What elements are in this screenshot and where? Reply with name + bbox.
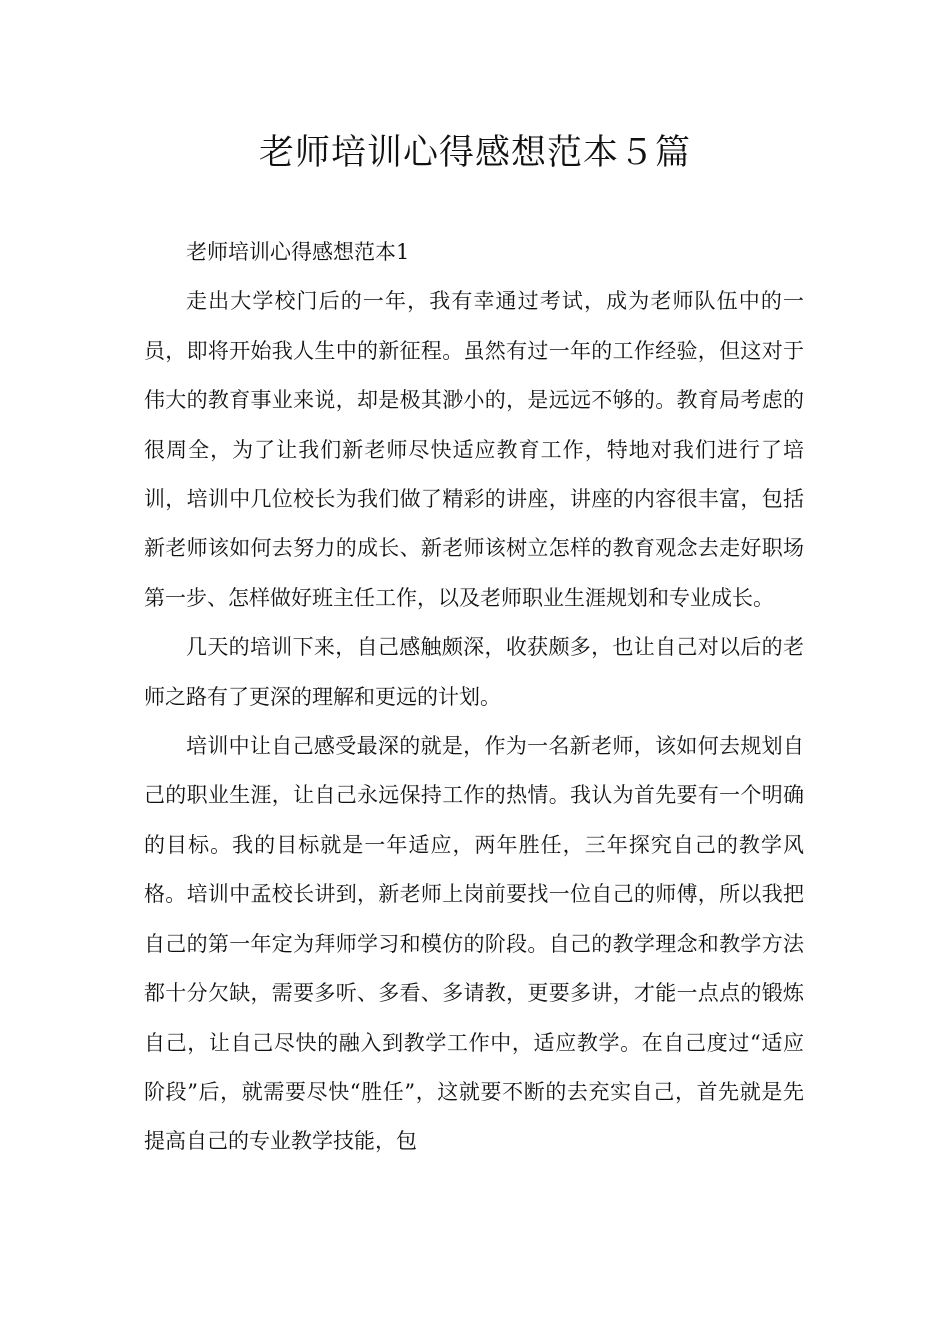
document-body [144, 228, 804, 1167]
paragraph-2: 几天的培训下来，自己感触颇深，收获颇多，也让自己对以后的老师之路有了更深的理解和更远的计划。 [144, 635, 804, 709]
paragraph-1: 走出大学校门后的一年，我有幸通过考试，成为老师队伍中的一员，即将开始我人生中的新征程。虽然有过一年的工作经验，但这对于伟大的教育事业来说，却是极其渺小的，是远远不够的。教育局考虑的很周全，为了让我们新老师尽快适应教育工作，特地对我们进行了培训，培训中几位校长为我们做了精彩的讲座，讲座的内容很丰富，包括新老师该如何去努力的成长、新老师该树立怎样的教育观念去走好职场第一步、怎样做好班主任工作，以及老师职业生涯规划和专业成长。 [144, 289, 804, 610]
paragraph-3: 培训中让自己感受最深的就是，作为一名新老师，该如何去规划自己的职业生涯，让自己永远保持工作的热情。我认为首先要有一个明确的目标。我的目标就是一年适应，两年胜任，三年探究自己的教学风格。培训中孟校长讲到，新老师上岗前要找一位自己的师傅，所以我把自己的第一年定为拜师学习和模仿的阶段。自己的教学理念和教学方法都十分欠缺，需要多听、多看、多请教，更要多讲，才能一点点的锻炼自己，让自己尽快的融入到教学工作中，适应教学。在自己度过“适应阶段”后，就需要尽快“胜任”，这就要不断的去充实自己，首先就是先提高自己的专业教学技能，包 [144, 734, 804, 1154]
section-heading: 老师培训心得感想范本1 [186, 240, 410, 264]
document-title: 老师培训心得感想范本５篇 [258, 133, 691, 173]
